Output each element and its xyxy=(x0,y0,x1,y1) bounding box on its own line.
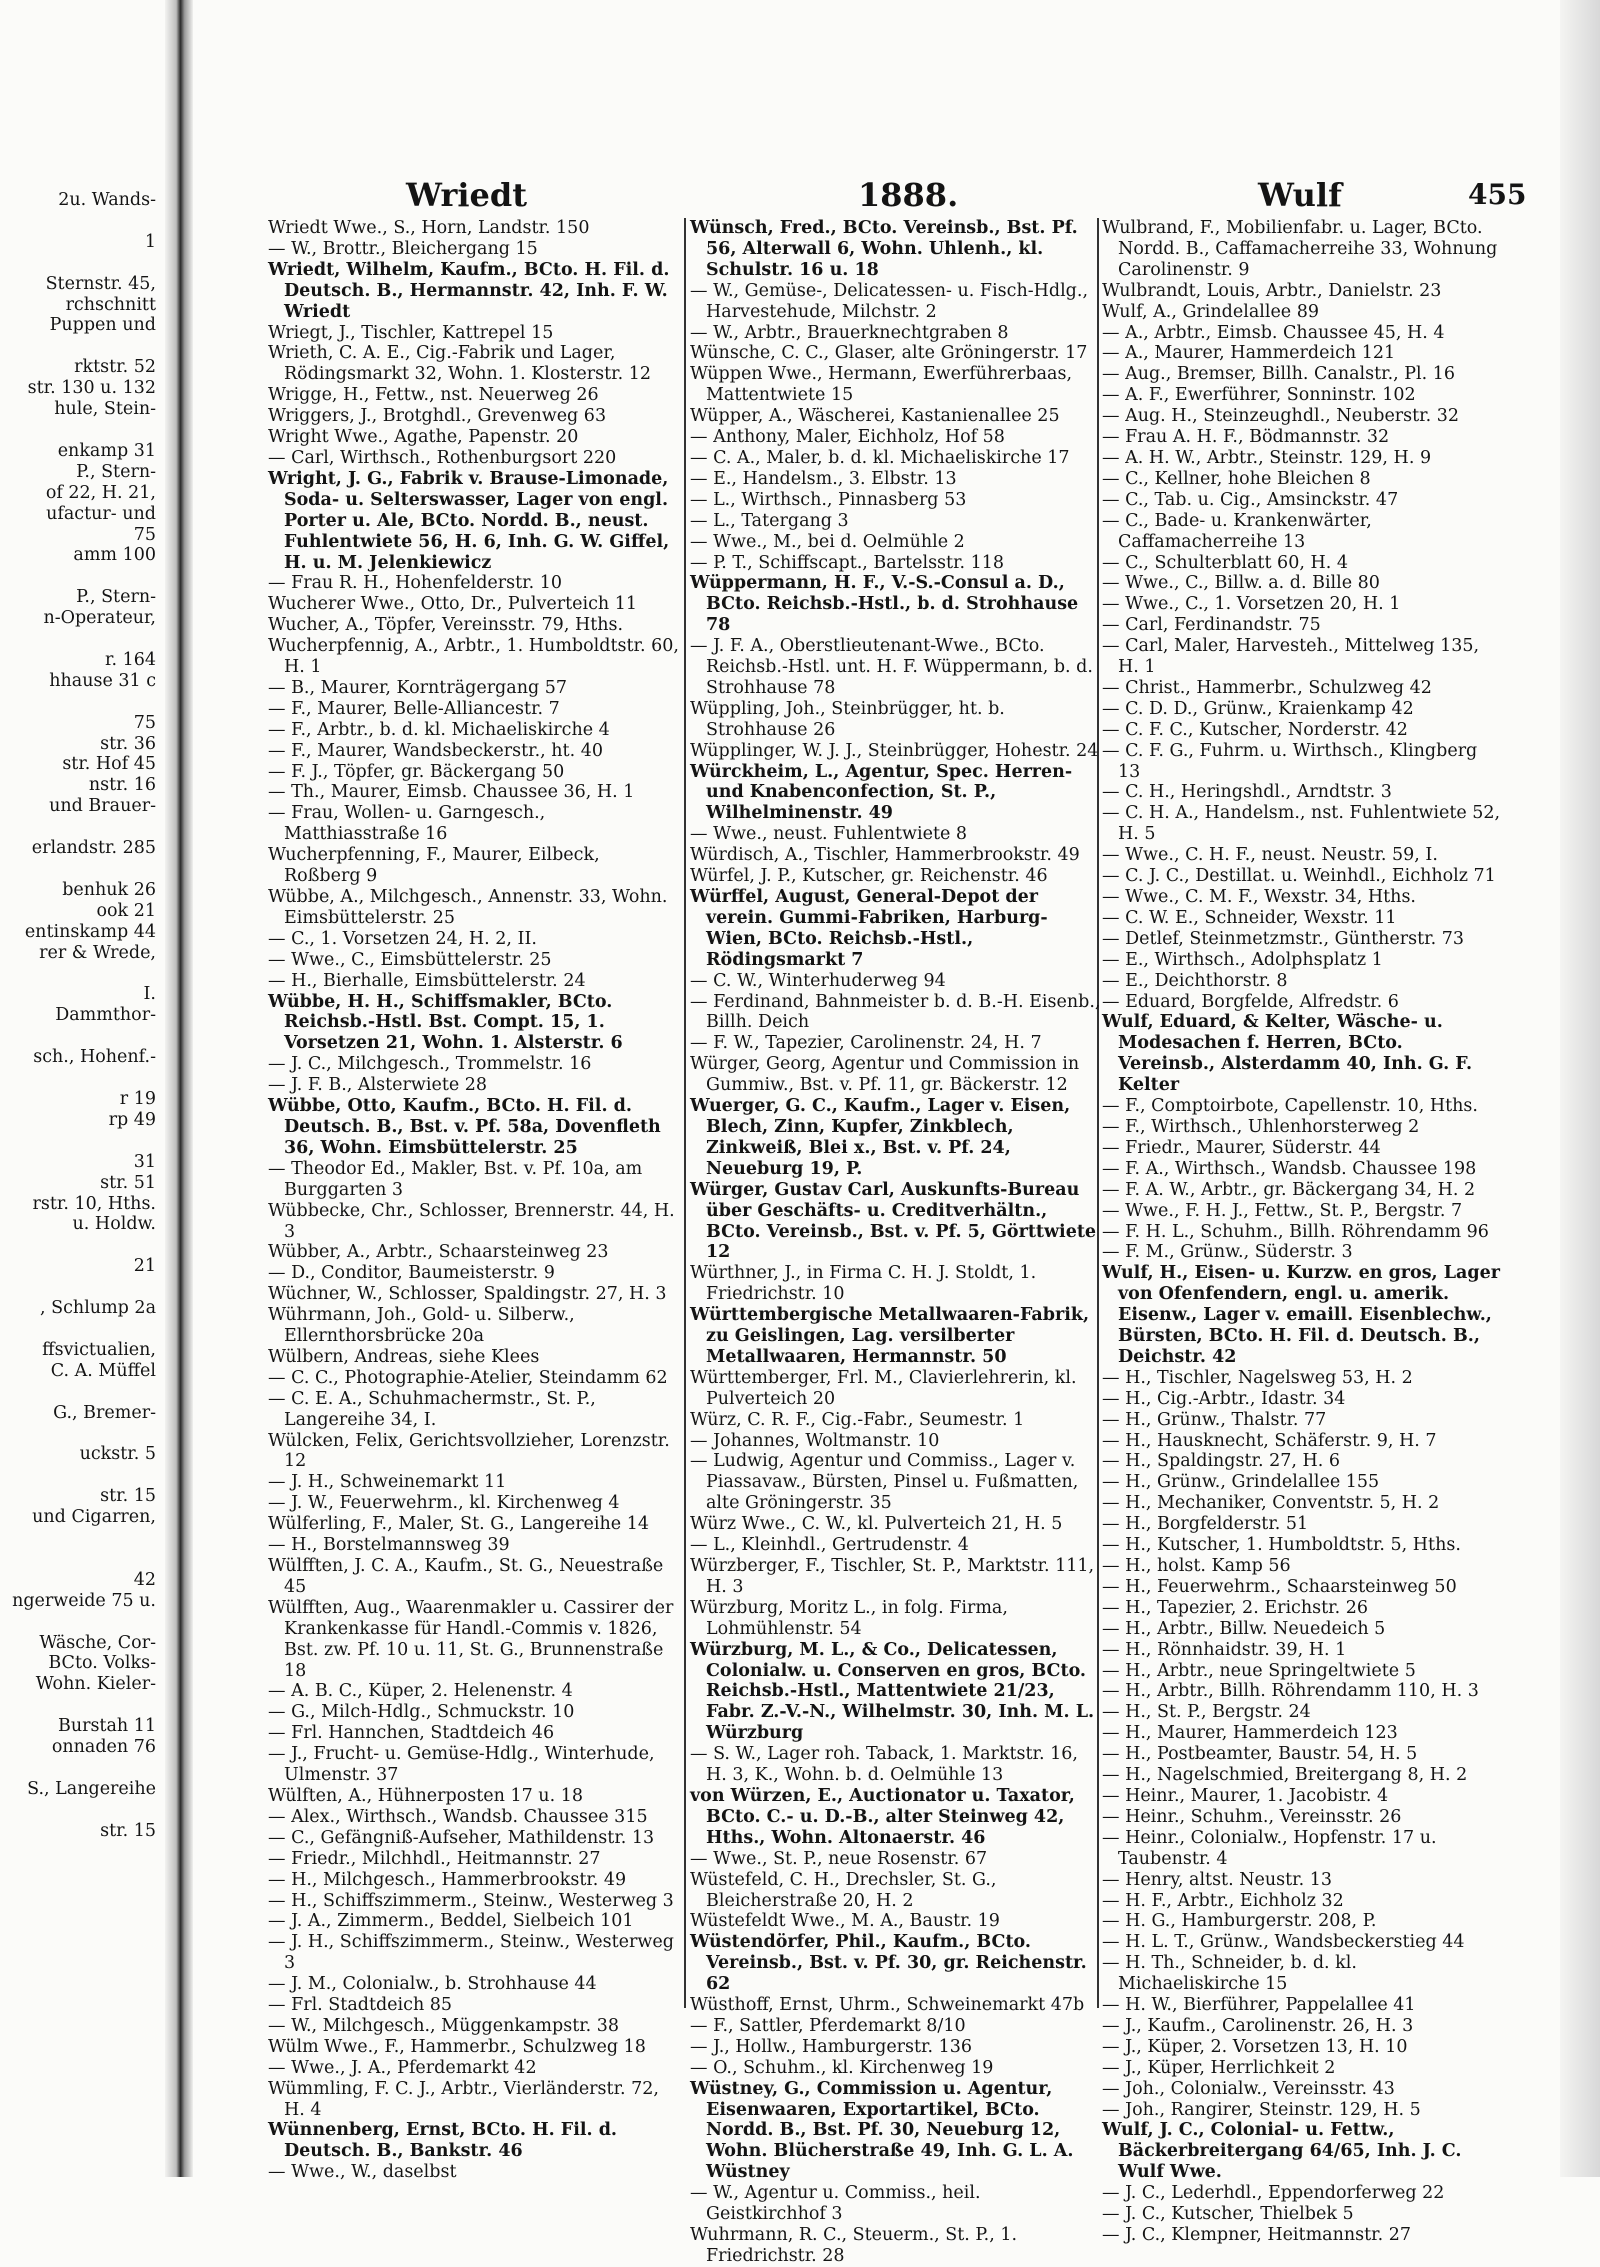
directory-entry: Würfel, J. P., Kutscher, gr. Reichenstr. 46 xyxy=(690,866,1048,887)
directory-entry: Wulbrand, F., Mobilienfabr. u. Lager, BCto. Nordd. B., Caffamacherreihe 33, Wohnung Carolinenstr. 9 xyxy=(1102,218,1498,280)
fragment-line: r 19 xyxy=(119,1088,156,1109)
directory-entry: — E., Deichthorstr. 8 xyxy=(1102,970,1288,991)
directory-entry: — Frau A. H. F., Bödmannstr. 32 xyxy=(1102,427,1390,448)
directory-entry: Württembergische Metallwaaren-Fabrik, zu Geislingen, Lag. versilberter Metallwaaren, Hermannstr. 50 xyxy=(690,1305,1090,1367)
fragment-line: C. A. Müffel xyxy=(50,1360,156,1381)
directory-entry: Wüsthoff, Ernst, Uhrm., Schweinemarkt 47b xyxy=(690,1995,1085,2016)
page-number: 455 xyxy=(1468,178,1527,211)
directory-entry: — E., Wirthsch., Adolphsplatz 1 xyxy=(1102,949,1383,970)
directory-entry: — J. C., Klempner, Heitmannstr. 27 xyxy=(1102,2225,1411,2245)
directory-entry: — H. Th., Schneider, b. d. kl. Michaeliskirche 15 xyxy=(1102,1953,1357,1995)
directory-entry: — Friedr., Milchhdl., Heitmannstr. 27 xyxy=(268,1848,601,1869)
directory-entry: Wulf, Eduard, & Kelter, Wäsche- u. Modesachen f. Herren, BCto. Vereinsb., Alsterdamm 40, Inh. G. F. Kelter xyxy=(1102,1012,1473,1096)
directory-entry: — J. F. B., Alsterwiete 28 xyxy=(268,1075,488,1096)
directory-entry: Würckheim, L., Agentur, Spec. Herren- und Knabenconfection, St. P., Wilhelminenstr. 49 xyxy=(690,761,1073,824)
page-edge-shadow xyxy=(1560,0,1600,2177)
fragment-line xyxy=(0,1131,160,1152)
directory-entry: — Alex., Wirthsch., Wandsb. Chaussee 315 xyxy=(268,1806,648,1827)
directory-entry: Wulf, J. C., Colonial- u. Fettw., Bäckerbreitergang 64/65, Inh. J. C. Wulf Wwe. xyxy=(1102,2120,1462,2183)
directory-entry: — Wwe., M., bei d. Oelmühle 2 xyxy=(690,531,965,552)
directory-entry: — H., holst. Kamp 56 xyxy=(1102,1556,1291,1576)
fragment-line xyxy=(0,1068,160,1089)
directory-entry: — H., Nagelschmied, Breitergang 8, H. 2 xyxy=(1102,1765,1468,1786)
directory-entry: — C., Gefängniß-Aufseher, Mathildenstr. 13 xyxy=(268,1827,655,1848)
directory-column-3 xyxy=(1102,218,1502,2245)
directory-entry: — S. W., Lager roh. Taback, 1. Marktstr. 16, H. 3, K., Wohn. b. d. Oelmühle 13 xyxy=(690,1744,1078,1786)
directory-entry: — C. C., Photographie-Atelier, Steindamm 62 xyxy=(268,1367,668,1388)
directory-entry: — H., Spaldingstr. 27, H. 6 xyxy=(1102,1451,1341,1472)
directory-entry: — Joh., Colonialw., Vereinsstr. 43 xyxy=(1102,2078,1395,2099)
directory-entry: Wulf, H., Eisen- u. Kurzw. en gros, Lager von Ofenfendern, engl. u. amerik. Eisenw., Lager v. emaill. Eisenblechw., Bürsten, BCto. H. Fil. d. Deutsch. B., Deichstr. 42 xyxy=(1102,1263,1500,1367)
directory-entry: — C., 1. Vorsetzen 24, H. 2, II. xyxy=(268,928,537,949)
fragment-line xyxy=(0,1423,160,1444)
fragment-line xyxy=(0,1319,160,1340)
directory-entry: — A. F., Ewerführer, Sonninstr. 102 xyxy=(1102,385,1416,406)
fragment-line: 75 xyxy=(133,524,156,545)
directory-entry: — J., Hollw., Hamburgerstr. 136 xyxy=(690,2036,973,2057)
directory-entry: — J. C., Milchgesch., Trommelstr. 16 xyxy=(268,1054,592,1075)
directory-entry: — J. A., Zimmerm., Beddel, Sielbeich 101 xyxy=(268,1911,634,1932)
fragment-line: Puppen und xyxy=(49,315,156,336)
directory-entry: — H., Borstelmannsweg 39 xyxy=(268,1535,510,1556)
directory-entry: — F. A. W., Arbtr., gr. Bäckergang 34, H. 2 xyxy=(1102,1179,1476,1200)
fragment-line: Wohn. Kieler- xyxy=(35,1674,156,1695)
fragment-line: P., Stern- xyxy=(76,461,156,482)
directory-entry: Wüstney, G., Commission u. Agentur, Eisenwaaren, Exportartikel, BCto. Nordd. B., Bst. Pf. 30, Neueburg 12, Wohn. Blücherstraße 49, Inh. G. L. A. Wüstney xyxy=(690,2078,1074,2183)
directory-entry: — C., Tab. u. Cig., Amsinckstr. 47 xyxy=(1102,489,1399,510)
fragment-line: str. 130 u. 132 xyxy=(27,378,156,399)
directory-entry: — Anthony, Maler, Eichholz, Hof 58 xyxy=(690,427,1005,448)
directory-entry: Würzberger, F., Tischler, St. P., Marktstr. 111, H. 3 xyxy=(690,1556,1095,1597)
directory-entry: — Henry, altst. Neustr. 13 xyxy=(1102,1869,1332,1890)
fragment-line: benhuk 26 xyxy=(62,879,156,900)
directory-entry: Würzburg, M. L., & Co., Delicatessen, Colonialw. u. Conserven en gros, BCto. Reichsb.-Hstl., Mattentwiete 21/23, Fabr. Z.-V.-N., Wilhelmstr. 30, Inh. M. L. Würzburg xyxy=(690,1639,1095,1744)
directory-entry: Würzburg, Moritz L., in folg. Firma, Lohmühlenstr. 54 xyxy=(690,1597,1008,1639)
directory-entry: — D., Conditor, Baumeisterstr. 9 xyxy=(268,1263,555,1284)
fragment-line: str. Hof 45 xyxy=(62,754,156,775)
directory-entry: Wucher, A., Töpfer, Vereinsstr. 79, Hths. xyxy=(268,615,624,636)
directory-entry: — C. A., Maler, b. d. kl. Michaeliskirche 17 xyxy=(690,447,1070,468)
directory-entry: — Ludwig, Agentur und Commiss., Lager v. Piassavaw., Bürsten, Pinsel u. Fußmatten, alte Gröningerstr. 35 xyxy=(690,1451,1079,1514)
directory-entry: Wüpplinger, W. J. J., Steinbrügger, Hohestr. 24 xyxy=(690,740,1099,761)
directory-entry: — P. T., Schiffscapt., Bartelsstr. 118 xyxy=(690,552,1005,573)
directory-entry: — L., Wirthsch., Pinnasberg 53 xyxy=(690,489,967,510)
directory-entry: Wucherer Wwe., Otto, Dr., Pulverteich 11 xyxy=(268,594,638,615)
directory-entry: Wülcken, Felix, Gerichtsvollzieher, Lorenzstr. 12 xyxy=(268,1430,670,1472)
fragment-line xyxy=(0,1695,160,1716)
fragment-line: str. 15 xyxy=(100,1486,156,1507)
directory-entry: — O., Schuhm., kl. Kirchenweg 19 xyxy=(690,2057,994,2078)
directory-entry: Wülften, A., Hühnerposten 17 u. 18 xyxy=(268,1785,583,1806)
fragment-line xyxy=(0,1800,160,1821)
directory-entry: — J. C., Kutscher, Thielbek 5 xyxy=(1102,2204,1354,2225)
directory-entry: Wulbrandt, Louis, Arbtr., Danielstr. 23 xyxy=(1102,280,1442,301)
directory-entry: — H., Grünw., Thalstr. 77 xyxy=(1102,1409,1327,1430)
directory-entry: Wüstendörfer, Phil., Kaufm., BCto. Vereinsb., Bst. v. Pf. 30, gr. Reichenstr. 62 xyxy=(690,1932,1087,1995)
header-year: 1888. xyxy=(858,176,959,214)
directory-entry: Wübbecke, Chr., Schlosser, Brennerstr. 44, H. 3 xyxy=(268,1200,675,1242)
directory-entry: — C. H., Heringshdl., Arndtstr. 3 xyxy=(1102,782,1392,803)
directory-entry: Wüchner, W., Schlosser, Spaldingstr. 27, H. 3 xyxy=(268,1284,667,1305)
directory-entry: — J. C., Lederhdl., Eppendorferweg 22 xyxy=(1102,2183,1445,2204)
fragment-line xyxy=(0,253,160,274)
directory-entry: — Detlef, Steinmetzmstr., Güntherstr. 73 xyxy=(1102,928,1464,949)
directory-entry: — Frau, Wollen- u. Garngesch., Matthiasstraße 16 xyxy=(268,803,546,845)
directory-entry: — C., Bade- u. Krankenwärter, Caffamacherreihe 13 xyxy=(1102,510,1372,552)
directory-entry: — H., Arbtr., Billh. Röhrendamm 110, H. 3 xyxy=(1102,1681,1479,1702)
directory-entry: — Christ., Hammerbr., Schulzweg 42 xyxy=(1102,677,1432,698)
fragment-line: u. Holdw. xyxy=(72,1214,156,1235)
directory-entry: — A. B. C., Küper, 2. Helenenstr. 4 xyxy=(268,1681,573,1702)
fragment-line xyxy=(0,964,160,985)
fragment-line xyxy=(0,817,160,838)
directory-entry: — H., Bierhalle, Eimsbüttelerstr. 24 xyxy=(268,970,586,991)
page-header xyxy=(268,176,1558,212)
fragment-line: rktstr. 52 xyxy=(74,357,156,378)
fragment-line: Wäsche, Cor- xyxy=(39,1632,156,1653)
directory-entry: — Frl. Stadtdeich 85 xyxy=(268,1995,453,2016)
directory-entry: Wuhrmann, R. C., Steuerm., St. P., 1. Friedrichstr. 28 xyxy=(690,2225,1018,2266)
directory-entry: Wübbe, H. H., Schiffsmakler, BCto. Reichsb.-Hstl. Bst. Compt. 15, 1. Vorsetzen 21, Wohn. 1. Alsterstr. 6 xyxy=(268,991,623,1054)
directory-entry: — Frau R. H., Hohenfelderstr. 10 xyxy=(268,573,562,594)
directory-entry: — Aug. H., Steinzeughdl., Neuberstr. 32 xyxy=(1102,406,1460,427)
directory-entry: — F., Maurer, Belle-Alliancestr. 7 xyxy=(268,698,560,719)
directory-entry: Wülferling, F., Maler, St. G., Langereihe 14 xyxy=(268,1514,649,1535)
directory-entry: Wriedt Wwe., S., Horn, Landstr. 150 xyxy=(268,218,590,238)
fragment-line: of 22, H. 21, xyxy=(45,482,156,503)
fragment-line xyxy=(0,566,160,587)
fragment-line: amm 100 xyxy=(73,545,156,566)
directory-entry: — H., St. P., Bergstr. 24 xyxy=(1102,1702,1311,1723)
fragment-line: G., Bremer- xyxy=(53,1402,156,1423)
directory-entry: Wübbe, Otto, Kaufm., BCto. H. Fil. d. Deutsch. B., Bst. v. Pf. 58a, Dovenfleth 36, Wohn. Eimsbüttelerstr. 25 xyxy=(268,1096,661,1158)
directory-entry: — Wwe., St. P., neue Rosenstr. 67 xyxy=(690,1848,988,1869)
fragment-line: rchschnitt xyxy=(65,294,156,315)
left-page-fragment xyxy=(0,190,160,2060)
directory-entry: — Carl, Ferdinandstr. 75 xyxy=(1102,615,1321,636)
directory-entry: — H., Mechaniker, Conventstr. 5, H. 2 xyxy=(1102,1493,1440,1514)
directory-entry: Wucherpfenning, F., Maurer, Eilbeck, Roßberg 9 xyxy=(268,845,600,887)
fragment-line: str. 51 xyxy=(100,1172,156,1193)
directory-entry: Würz, C. R. F., Cig.-Fabr., Seumestr. 1 xyxy=(690,1409,1025,1430)
fragment-line: entinskamp 44 xyxy=(24,921,156,942)
directory-entry: — Heinr., Schuhm., Vereinsstr. 26 xyxy=(1102,1806,1402,1827)
directory-entry: — H., Grünw., Grindelallee 155 xyxy=(1102,1472,1380,1493)
directory-entry: — A., Maurer, Hammerdeich 121 xyxy=(1102,343,1396,364)
directory-entry: Wüpper, A., Wäscherei, Kastanienallee 25 xyxy=(690,406,1060,427)
directory-entry: — H., Rönnhaidstr. 39, H. 1 xyxy=(1102,1639,1347,1660)
directory-entry: Wümmling, F. C. J., Arbtr., Vierländerstr. 72, H. 4 xyxy=(268,2078,659,2120)
directory-entry: — H., Schiffszimmerm., Steinw., Westerweg 3 xyxy=(268,1890,674,1911)
directory-entry: — H., Cig.-Arbtr., Idastr. 34 xyxy=(1102,1388,1346,1409)
directory-entry: Wrieth, C. A. E., Cig.-Fabrik und Lager, Rödingsmarkt 32, Wohn. 1. Klosterstr. 12 xyxy=(268,343,652,385)
directory-entry: — H., Postbeamter, Baustr. 54, H. 5 xyxy=(1102,1744,1418,1765)
fragment-line xyxy=(0,1026,160,1047)
directory-entry: — H., Maurer, Hammerdeich 123 xyxy=(1102,1723,1398,1744)
fragment-line xyxy=(0,336,160,357)
directory-entry: — F. H. L., Schuhm., Billh. Röhrendamm 96 xyxy=(1102,1221,1489,1242)
directory-entry: Wuerger, G. C., Kaufm., Lager v. Eisen, Blech, Zinn, Kupfer, Zinkblech, Zinkweiß, Blei x., Bst. v. Pf. 24, Neueburg 19, P. xyxy=(690,1096,1071,1179)
directory-entry: — F., Comptoirbote, Capellenstr. 10, Hths. xyxy=(1102,1096,1478,1117)
header-left-keyword: Wriedt xyxy=(406,176,528,214)
directory-entry: — J. H., Schiffszimmerm., Steinw., Westerweg 3 xyxy=(268,1932,674,1974)
directory-entry: — C. J. C., Destillat. u. Weinhdl., Eichholz 71 xyxy=(1102,866,1496,887)
directory-entry: — J. H., Schweinemarkt 11 xyxy=(268,1472,507,1493)
directory-entry: — H., Arbtr., neue Springeltwiete 5 xyxy=(1102,1660,1416,1681)
fragment-line: Dammthor- xyxy=(55,1005,156,1026)
fragment-line xyxy=(0,1382,160,1403)
directory-entry: — F., Maurer, Wandsbeckerstr., ht. 40 xyxy=(268,740,603,761)
fragment-line: P., Stern- xyxy=(76,587,156,608)
directory-entry: — H., Arbtr., Billw. Neuedeich 5 xyxy=(1102,1618,1386,1639)
directory-entry: — C., Kellner, hohe Bleichen 8 xyxy=(1102,468,1371,489)
directory-entry: — Carl, Wirthsch., Rothenburgsort 220 xyxy=(268,447,617,468)
directory-entry: — W., Agentur u. Commiss., heil. Geistkirchhof 3 xyxy=(690,2183,981,2225)
fragment-line: , Schlump 2a xyxy=(40,1298,156,1319)
directory-entry: Wriedt, Wilhelm, Kaufm., BCto. H. Fil. d. Deutsch. B., Hermannstr. 42, Inh. F. W. Wriedt xyxy=(268,259,670,322)
directory-entry: — Ferdinand, Bahnmeister b. d. B.-H. Eisenb., Billh. Deich xyxy=(690,991,1101,1033)
fragment-line xyxy=(0,1277,160,1298)
fragment-line: ufactur- und xyxy=(46,503,156,524)
directory-entry: — F. W., Tapezier, Carolinenstr. 24, H. 7 xyxy=(690,1033,1042,1054)
directory-entry: Wülbern, Andreas, siehe Klees xyxy=(268,1346,540,1367)
directory-entry: — J. F. A., Oberstlieutenant-Wwe., BCto. Reichsb.-Hstl. unt. H. F. Wüppermann, b. d. Strohhause 78 xyxy=(690,636,1093,698)
directory-entry: Wucherpfennig, A., Arbtr., 1. Humboldtstr. 60, H. 1 xyxy=(268,636,679,678)
directory-entry: — H., Feuerwehrm., Schaarsteinweg 50 xyxy=(1102,1576,1457,1597)
fragment-line: rer & Wrede, xyxy=(39,942,156,963)
directory-entry: Wülfften, Aug., Waarenmakler u. Cassirer der Krankenkasse für Handl.-Commis v. 1826, Bst. zw. Pf. 10 u. 11, St. G., Brunnenstraße 18 xyxy=(268,1597,674,1681)
fragment-line xyxy=(0,1235,160,1256)
fragment-line: ffsvictualien, xyxy=(42,1339,156,1360)
fragment-line: BCto. Volks- xyxy=(48,1653,156,1674)
directory-entry: Würger, Gustav Carl, Auskunfts-Bureau über Geschäfts- u. Creditverhältn., BCto. Vereinsb., Bst. v. Pf. 5, Görttwiete 12 xyxy=(690,1179,1097,1263)
fragment-line: sch., Hohenf.- xyxy=(33,1047,156,1068)
directory-entry: — J., Kaufm., Carolinenstr. 26, H. 3 xyxy=(1102,2015,1414,2036)
directory-entry: — C. E. A., Schuhmachermstr., St. P., Langereihe 34, I. xyxy=(268,1388,596,1430)
fragment-line: Burstah 11 xyxy=(57,1716,156,1737)
directory-entry: — Heinr., Maurer, 1. Jacobistr. 4 xyxy=(1102,1785,1389,1806)
directory-entry: — C. W. E., Schneider, Wexstr. 11 xyxy=(1102,907,1397,928)
directory-entry: — L., Kleinhdl., Gertrudenstr. 4 xyxy=(690,1535,969,1556)
fragment-line: 1 xyxy=(144,231,156,252)
directory-entry: Wübbe, A., Milchgesch., Annenstr. 33, Wohn. Eimsbüttelerstr. 25 xyxy=(268,887,668,928)
directory-entry: — A. H. W., Arbtr., Steinstr. 129, H. 9 xyxy=(1102,447,1432,468)
directory-entry: Württemberger, Frl. M., Clavierlehrerin, kl. Pulverteich 20 xyxy=(690,1367,1077,1409)
fragment-line: erlandstr. 285 xyxy=(31,838,156,859)
directory-entry: — A., Arbtr., Eimsb. Chaussee 45, H. 4 xyxy=(1102,322,1445,343)
directory-entry: — H. L. T., Grünw., Wandsbeckerstieg 44 xyxy=(1102,1932,1465,1953)
directory-entry: Wrigge, H., Fettw., nst. Neuerweg 26 xyxy=(268,385,599,406)
directory-entry: — C., Schulterblatt 60, H. 4 xyxy=(1102,552,1348,573)
fragment-line: Sternstr. 45, xyxy=(45,273,156,294)
directory-entry: Wüppermann, H. F., V.-S.-Consul a. D., BCto. Reichsb.-Hstl., b. d. Strohhause 78 xyxy=(690,573,1079,636)
directory-entry: — H. W., Bierführer, Pappelallee 41 xyxy=(1102,1995,1416,2016)
fragment-line: rstr. 10, Hths. xyxy=(32,1193,156,1214)
directory-entry: — F., Arbtr., b. d. kl. Michaeliskirche 4 xyxy=(268,719,610,740)
fragment-line: hule, Stein- xyxy=(54,399,156,420)
fragment-line xyxy=(0,1549,160,1570)
fragment-line: enkamp 31 xyxy=(57,440,156,461)
directory-entry: — Wwe., C., 1. Vorsetzen 20, H. 1 xyxy=(1102,594,1401,615)
fragment-line xyxy=(0,211,160,232)
directory-entry: — Wwe., C. H. F., neust. Neustr. 59, I. xyxy=(1102,845,1438,866)
directory-entry: — F., Wirthsch., Uhlenhorsterweg 2 xyxy=(1102,1116,1420,1137)
directory-entry: — C. D. D., Grünw., Kraienkamp 42 xyxy=(1102,698,1414,719)
directory-entry: Würffel, August, General-Depot der verein. Gummi-Fabriken, Harburg-Wien, BCto. Reichsb.-Hstl., Rödingsmarkt 7 xyxy=(690,887,1048,970)
directory-entry: — C. W., Winterhuderweg 94 xyxy=(690,970,946,991)
directory-entry: — C. H. A., Handelsm., nst. Fuhlentwiete 52, H. 5 xyxy=(1102,803,1501,845)
directory-entry: — Johannes, Woltmanstr. 10 xyxy=(690,1430,940,1451)
directory-entry: — H., Hausknecht, Schäferstr. 9, H. 7 xyxy=(1102,1430,1437,1451)
directory-entry: — Wwe., C., Billw. a. d. Bille 80 xyxy=(1102,573,1380,594)
directory-entry: — H., Milchgesch., Hammerbrookstr. 49 xyxy=(268,1869,627,1890)
directory-entry: von Würzen, E., Auctionator u. Taxator, BCto. C.- u. D.-B., alter Steinweg 42, Hths., Wohn. Altonaerstr. 46 xyxy=(690,1785,1075,1848)
fragment-line: ook 21 xyxy=(96,900,156,921)
fragment-line xyxy=(0,1528,160,1549)
directory-entry: Würger, Georg, Agentur und Commission in Gummiw., Bst. v. Pf. 11, gr. Bäckerstr. 12 xyxy=(690,1054,1080,1096)
directory-entry: — J. W., Feuerwehrm., kl. Kirchenweg 4 xyxy=(268,1493,620,1514)
fragment-line: str. 15 xyxy=(100,1820,156,1841)
directory-entry: Wulf, A., Grindelallee 89 xyxy=(1102,301,1319,322)
directory-entry: — E., Handelsm., 3. Elbstr. 13 xyxy=(690,468,957,489)
page-gutter xyxy=(165,0,193,2177)
fragment-line: 42 xyxy=(133,1569,156,1590)
fragment-line xyxy=(0,692,160,713)
fragment-line xyxy=(0,1465,160,1486)
directory-entry: Wülfften, J. C. A., Kaufm., St. G., Neuestraße 45 xyxy=(268,1556,664,1597)
column-divider xyxy=(684,218,686,2008)
directory-entry: — W., Brottr., Bleichergang 15 xyxy=(268,238,538,259)
directory-entry: — W., Milchgesch., Müggenkampstr. 38 xyxy=(268,2015,620,2036)
directory-entry: — G., Milch-Hdlg., Schmuckstr. 10 xyxy=(268,1702,575,1723)
directory-entry: Wüstefeld, C. H., Drechsler, St. G., Bleicherstraße 20, H. 2 xyxy=(690,1869,997,1911)
fragment-line: und Cigarren, xyxy=(32,1507,156,1528)
fragment-line xyxy=(0,859,160,880)
directory-entry: Wriegt, J., Tischler, Kattrepel 15 xyxy=(268,322,554,343)
directory-entry: Wriggers, J., Brotghdl., Grevenweg 63 xyxy=(268,406,607,427)
directory-entry: Würdisch, A., Tischler, Hammerbrookstr. 49 xyxy=(690,845,1080,866)
directory-entry: — Wwe., W., daselbst xyxy=(268,2162,457,2183)
directory-entry: Wünnenberg, Ernst, BCto. H. Fil. d. Deutsch. B., Bankstr. 46 xyxy=(268,2120,618,2162)
fragment-line: ngerweide 75 u. xyxy=(12,1590,156,1611)
directory-entry: — Theodor Ed., Makler, Bst. v. Pf. 10a, am Burggarten 3 xyxy=(268,1158,643,1200)
fragment-line: 21 xyxy=(133,1256,156,1277)
directory-entry: Wünsche, C. C., Glaser, alte Gröningerstr. 17 xyxy=(690,343,1088,364)
directory-entry: Wübber, A., Arbtr., Schaarsteinweg 23 xyxy=(268,1242,609,1263)
fragment-line: r. 164 xyxy=(105,649,156,670)
directory-entry: — Joh., Rangirer, Steinstr. 129, H. 5 xyxy=(1102,2099,1421,2120)
directory-entry: Wüppling, Joh., Steinbrügger, ht. b. Strohhause 26 xyxy=(690,698,1005,740)
fragment-line: 2u. Wands- xyxy=(58,190,156,210)
fragment-line xyxy=(0,1758,160,1779)
directory-entry: — Wwe., F. H. J., Fettw., St. P., Bergstr. 7 xyxy=(1102,1200,1463,1221)
directory-entry: — H., Kutscher, 1. Humboldtstr. 5, Hths. xyxy=(1102,1535,1461,1556)
directory-entry: — Wwe., neust. Fuhlentwiete 8 xyxy=(690,824,968,845)
fragment-line xyxy=(0,420,160,441)
fragment-line: uckstr. 5 xyxy=(79,1444,156,1465)
directory-entry: — Heinr., Colonialw., Hopfenstr. 17 u. Taubenstr. 4 xyxy=(1102,1827,1437,1869)
directory-entry: — Th., Maurer, Eimsb. Chaussee 36, H. 1 xyxy=(268,782,635,803)
directory-entry: — L., Tatergang 3 xyxy=(690,510,849,531)
directory-entry: — H. G., Hamburgerstr. 208, P. xyxy=(1102,1911,1377,1932)
directory-entry: Wührmann, Joh., Gold- u. Silberw., Ellernthorsbrücke 20a xyxy=(268,1305,575,1347)
fragment-line: nstr. 16 xyxy=(88,775,156,796)
directory-entry: Würz Wwe., C. W., kl. Pulverteich 21, H. 5 xyxy=(690,1514,1063,1535)
directory-entry: — B., Maurer, Kornträgergang 57 xyxy=(268,677,567,698)
directory-entry: — H. F., Arbtr., Eichholz 32 xyxy=(1102,1890,1344,1911)
fragment-line xyxy=(0,629,160,650)
directory-entry: — H., Tapezier, 2. Erichstr. 26 xyxy=(1102,1597,1368,1618)
fragment-line: S., Langereihe xyxy=(27,1778,156,1799)
fragment-line xyxy=(0,1612,160,1633)
directory-entry: Würthner, J., in Firma C. H. J. Stoldt, 1. Friedrichstr. 10 xyxy=(690,1263,1037,1305)
directory-entry: — Frl. Hannchen, Stadtdeich 46 xyxy=(268,1723,555,1744)
directory-entry: Wüppen Wwe., Hermann, Ewerführerbaas, Mattentwiete 15 xyxy=(690,364,1073,406)
fragment-line: 75 xyxy=(133,712,156,733)
directory-column-2 xyxy=(690,218,1102,2266)
directory-entry: — H., Borgfelderstr. 51 xyxy=(1102,1514,1309,1535)
directory-entry: — W., Gemüse-, Delicatessen- u. Fisch-Hdlg., Harvestehude, Milchstr. 2 xyxy=(690,280,1089,322)
fragment-line: und Brauer- xyxy=(49,796,156,817)
directory-entry: — Wwe., J. A., Pferdemarkt 42 xyxy=(268,2057,537,2078)
directory-entry: Wright Wwe., Agathe, Papenstr. 20 xyxy=(268,427,579,448)
fragment-line: rp 49 xyxy=(108,1109,156,1130)
directory-entry: — J. M., Colonialw., b. Strohhause 44 xyxy=(268,1974,597,1995)
directory-entry: — C. F. G., Fuhrm. u. Wirthsch., Klingberg 13 xyxy=(1102,740,1478,782)
fragment-line: hhause 31 c xyxy=(49,670,156,691)
directory-entry: Wüstefeldt Wwe., M. A., Baustr. 19 xyxy=(690,1911,1000,1932)
directory-entry: — Wwe., C., Eimsbüttelerstr. 25 xyxy=(268,949,552,970)
directory-entry: — F. A., Wirthsch., Wandsb. Chaussee 198 xyxy=(1102,1158,1477,1179)
directory-entry: — Wwe., C. M. F., Wexstr. 34, Hths. xyxy=(1102,887,1416,907)
fragment-line: onnaden 76 xyxy=(51,1737,156,1758)
directory-entry: — F. J., Töpfer, gr. Bäckergang 50 xyxy=(268,761,565,782)
header-right-keyword: Wulf xyxy=(1258,176,1342,214)
fragment-line: str. 36 xyxy=(100,733,156,754)
directory-entry: — Carl, Maler, Harvesteh., Mittelweg 135, H. 1 xyxy=(1102,636,1480,678)
directory-entry: — Aug., Bremser, Billh. Canalstr., Pl. 16 xyxy=(1102,364,1456,385)
directory-entry: — F. M., Grünw., Süderstr. 3 xyxy=(1102,1242,1353,1263)
directory-entry: — F., Sattler, Pferdemarkt 8/10 xyxy=(690,2015,966,2036)
directory-entry: — Friedr., Maurer, Süderstr. 44 xyxy=(1102,1137,1381,1158)
fragment-line: 31 xyxy=(133,1151,156,1172)
directory-entry: — J., Frucht- u. Gemüse-Hdlg., Winterhude, Ulmenstr. 37 xyxy=(268,1744,655,1786)
directory-entry: Wünsch, Fred., BCto. Vereinsb., Bst. Pf. 56, Alterwall 6, Wohn. Uhlenh., kl. Schulstr. 16 u. 18 xyxy=(690,218,1078,280)
directory-entry: Wright, J. G., Fabrik v. Brause-Limonade, Soda- u. Selterswasser, Lager von engl. Porter u. Ale, BCto. Nordd. B., neust. Fuhlentwiete 56, H. 6, Inh. G. W. Giffel, H. u. M. Jelenkiewicz xyxy=(268,468,670,573)
directory-column-1 xyxy=(268,218,680,2183)
directory-entry: Wülm Wwe., F., Hammerbr., Schulzweg 18 xyxy=(268,2036,646,2057)
directory-entry: — J., Küper, 2. Vorsetzen 13, H. 10 xyxy=(1102,2036,1408,2057)
directory-entry: — H., Tischler, Nagelsweg 53, H. 2 xyxy=(1102,1367,1413,1388)
directory-entry: — Eduard, Borgfelde, Alfredstr. 6 xyxy=(1102,991,1399,1012)
fragment-line: n-Operateur, xyxy=(43,608,156,629)
directory-entry: — C. F. C., Kutscher, Norderstr. 42 xyxy=(1102,719,1408,740)
directory-entry: — W., Arbtr., Brauerknechtgraben 8 xyxy=(690,322,1009,343)
directory-entry: — J., Küper, Herrlichkeit 2 xyxy=(1102,2057,1336,2078)
fragment-line: I. xyxy=(143,984,156,1005)
